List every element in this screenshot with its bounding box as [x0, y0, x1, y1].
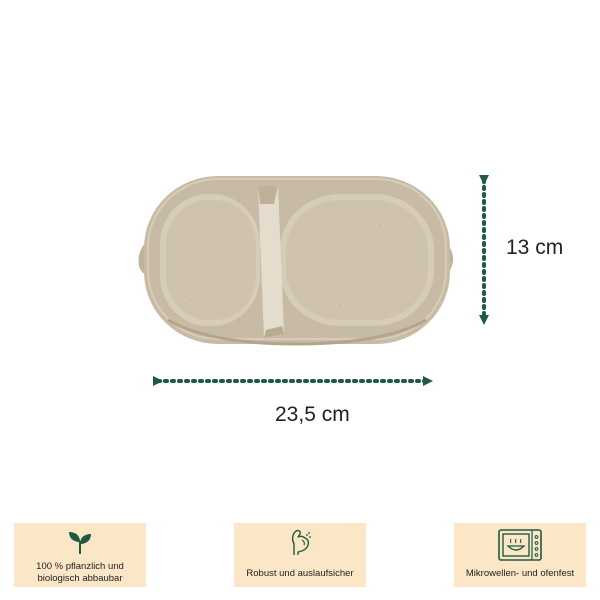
feature-text-line-2: biologisch abbaubar: [37, 573, 123, 584]
microwave-icon: [497, 528, 543, 567]
flexed-arm-icon: [286, 528, 314, 563]
feature-text: Mikrowellen- und ofenfest: [465, 568, 575, 579]
compartment-tray-image: [138, 176, 453, 344]
feature-text: Robust und auslaufsicher: [246, 568, 354, 579]
width-label: 23,5 cm: [275, 403, 350, 426]
feature-text-line-1: 100 % pflanzlich und: [36, 561, 124, 572]
feature-badge-microwave: [454, 523, 586, 587]
sprout-leaf-icon: [66, 528, 94, 561]
feature-badge-biodegradable: [14, 523, 146, 587]
feature-badge-robust: [234, 523, 366, 587]
height-label: 13 cm: [506, 236, 564, 259]
feature-text: [14, 561, 146, 585]
